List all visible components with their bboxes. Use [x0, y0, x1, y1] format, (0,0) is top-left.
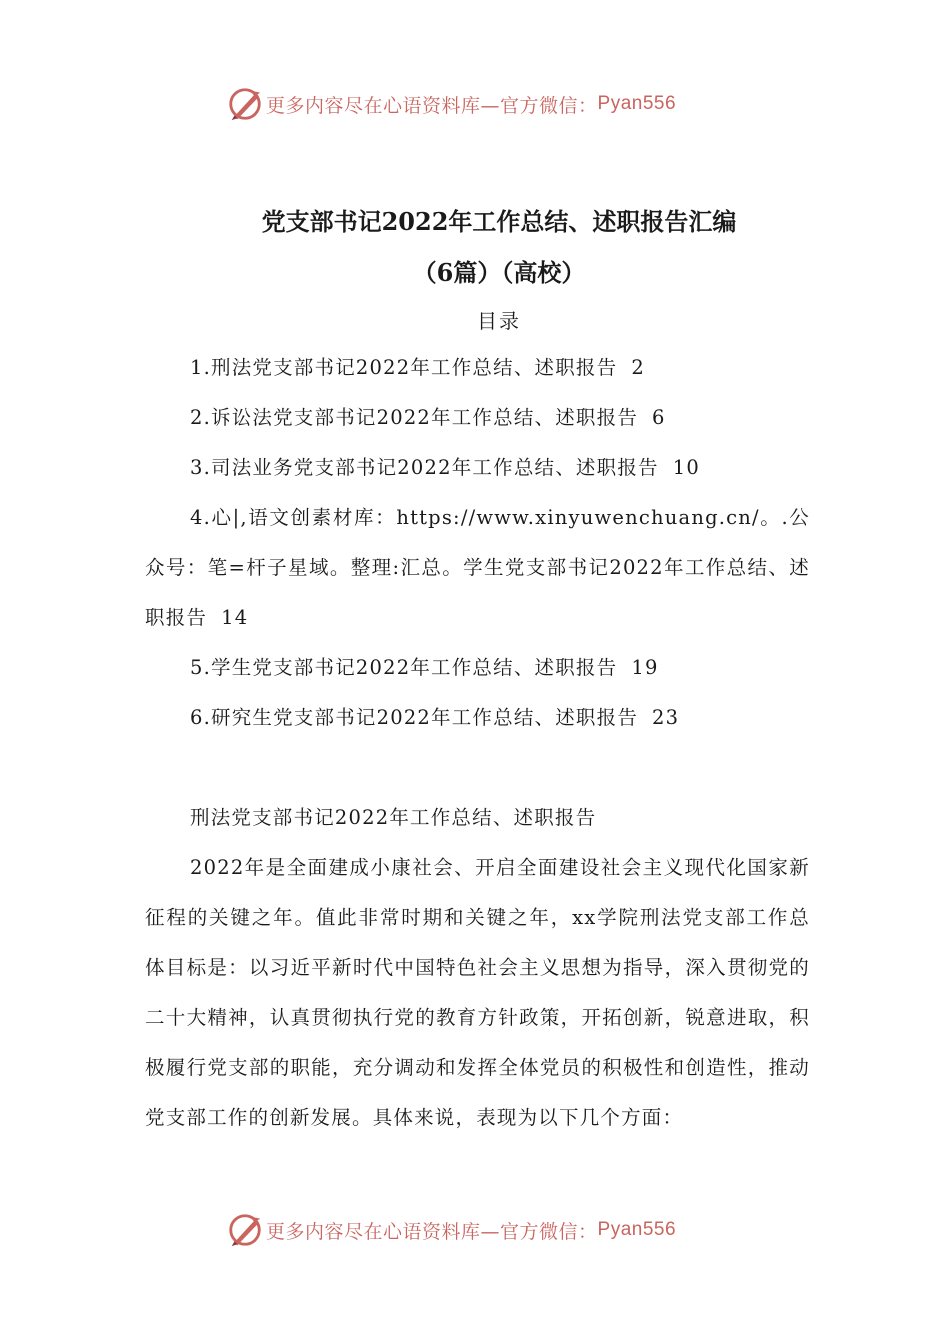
toc-item	[145, 643, 810, 693]
toc-item-label: 3.司法业务党支部书记2022年工作总结、述职报告	[190, 456, 659, 479]
watermark-text: 更多内容尽在心语资料库—官方微信：	[266, 1220, 598, 1243]
toc-item	[145, 393, 810, 443]
body-paragraph: 2022年是全面建成小康社会、开启全面建设社会主义现代化国家新征程的关键之年。值此非常时期和关键之年，xx学院刑法党支部工作总体目标是：以习近平新时代中国特色社会主义思想为指导，深入贯彻党的二十大精神，认真贯彻执行党的教育方针政策，开拓创新，锐意进取，积极履行党支部的职能，充分调动和发挥全体党员的积极性和创造性，推动党支部工作的创新发展。具体来说，表现为以下几个方面：	[145, 856, 810, 1129]
toc-item-label: 5.学生党支部书记2022年工作总结、述职报告	[190, 656, 618, 679]
toc-item-page: 6	[652, 406, 666, 429]
pen-logo-icon	[226, 1211, 264, 1249]
toc-item-page: 19	[631, 656, 659, 679]
toc-item-label: 4.心|,语文创素材库：https://www.xinyuwenchuang.cn/。.公众号：笔=杆子星域。整理:汇总。学生党支部书记2022年工作总结、述职报告	[145, 506, 810, 629]
watermark-account: Pyan556	[597, 93, 677, 114]
toc-item-page: 14	[221, 606, 249, 629]
toc-item-page: 2	[631, 356, 645, 379]
watermark-text: 更多内容尽在心语资料库—官方微信：	[266, 94, 598, 117]
pen-logo-icon	[226, 85, 264, 123]
toc-item-page: 10	[672, 456, 700, 479]
toc-heading: 目录	[477, 309, 521, 333]
toc-item-page: 23	[652, 706, 680, 729]
section-title: 刑法党支部书记2022年工作总结、述职报告	[190, 806, 597, 829]
toc-item	[145, 493, 810, 643]
document-subtitle: （6篇）（高校）	[412, 258, 586, 287]
document-title: 党支部书记2022年工作总结、述职报告汇编	[261, 207, 737, 236]
watermark-footer	[226, 1210, 676, 1250]
document-body	[145, 343, 810, 1143]
toc-item-label: 2.诉讼法党支部书记2022年工作总结、述职报告	[190, 406, 639, 429]
toc-item	[145, 443, 810, 493]
toc-item	[145, 343, 810, 393]
spacer	[145, 743, 810, 793]
toc-item-label: 1.刑法党支部书记2022年工作总结、述职报告	[190, 356, 618, 379]
watermark-header	[226, 84, 676, 124]
toc-item	[145, 693, 810, 743]
toc-item-label: 6.研究生党支部书记2022年工作总结、述职报告	[190, 706, 639, 729]
watermark-account: Pyan556	[597, 1219, 677, 1240]
